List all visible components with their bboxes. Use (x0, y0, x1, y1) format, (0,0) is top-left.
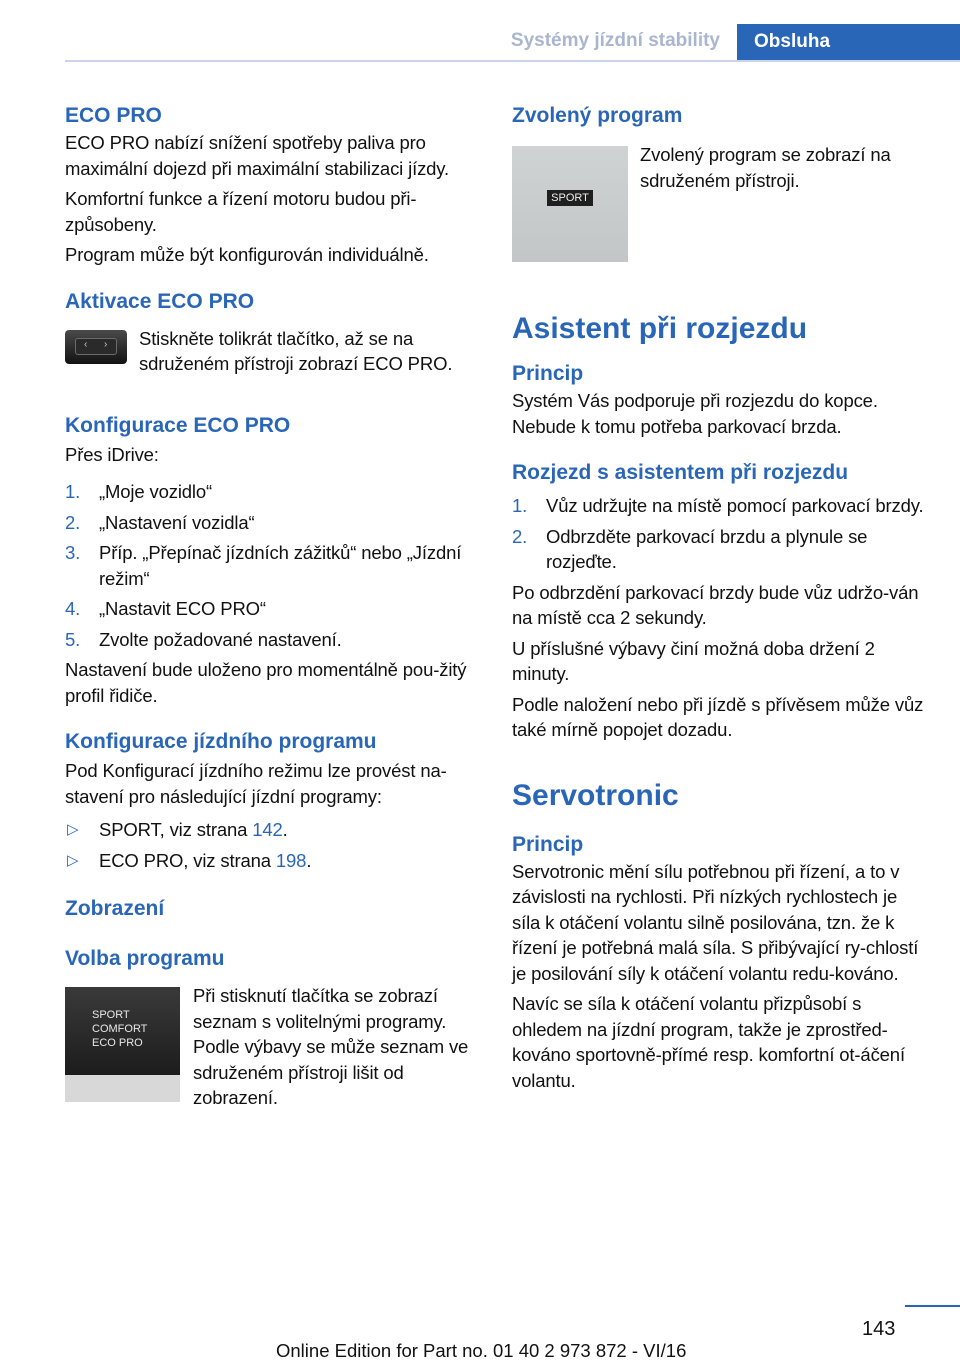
footer-rule (905, 1305, 960, 1307)
list-item: 4. „Nastavit ECO PRO“ (65, 598, 266, 619)
servotronic-paragraph-2: Navíc se síla k otáčení volantu přizpůsobí s ohledem na jízdní program, takže je zprostřed-kováno sportovně-přímé resp. komfortní ot-áčení volantu. (512, 993, 905, 1091)
list-item: 2. Odbrzděte parkovací brzdu a plynule se rozjeďte. (512, 525, 868, 572)
start-assist-principle-text: Systém Vás podporuje při rozjezdu do kopce. Nebude k tomu potřeba parkovací brzda. (512, 390, 878, 437)
configuration-heading: Konfigurace ECO PRO (65, 413, 291, 437)
list-item: ▷ ECO PRO, viz strana 198. (65, 848, 478, 874)
activation-heading: Aktivace ECO PRO (65, 289, 255, 313)
program-choice-block (65, 983, 478, 1116)
edition-note: Online Edition for Part no. 01 40 2 973 872 - VI/16 (276, 1340, 687, 1361)
list-item: 2. „Nastavení vozidla“ (65, 511, 255, 533)
page-link-198[interactable]: 198 (275, 849, 307, 871)
list-item: 3. Příp. „Přepínač jízdních zážitků“ nebo „Jízdní režim“ (65, 542, 462, 589)
eco-pro-button-image (65, 330, 127, 364)
drive-program-text: Pod Konfigurací jízdního režimu lze provést na-stavení pro následující jízdní programy: (65, 760, 447, 807)
eco-pro-paragraph-2: Komfortní funkce a řízení motoru budou při-způsobeny. (65, 188, 417, 235)
selected-program-heading: Zvolený program (512, 104, 683, 127)
configuration-steps (65, 479, 478, 652)
list-item: ▷ SPORT, viz strana 142. (65, 817, 478, 843)
eco-pro-heading: ECO PRO (65, 104, 162, 127)
selected-program-image: SPORT (512, 146, 628, 262)
servotronic-paragraph-1: Servotronic mění sílu potřebnou při řízení, a to v závislosti na rychlosti. Při nízkých rychlostech je síla k otáčení volantu silně posilována, tzn. že k řízení je potřebná malá síla. S přibývající ry-chlostí je posilování síly k otáčení volantu redu-kováno. (512, 860, 919, 984)
running-header-section: Systémy jízdní stability (510, 30, 720, 51)
header-rule (65, 60, 960, 62)
running-header-tab: Obsluha (737, 24, 960, 62)
program-choice-text: Při stisknutí tlačítka se zobrazí seznam s volitelnými programy. Podle výbavy se může seznam ve sdruženém přístroji lišit od zobrazení. (193, 985, 469, 1108)
servotronic-principle-heading: Princip (512, 832, 584, 856)
selected-program-block (512, 142, 928, 262)
list-item: 5. Zvolte požadované nastavení. (65, 628, 342, 650)
start-assist-paragraph-1: Po odbrzdění parkovací brzdy bude vůz udržo-ván na místě cca 2 sekundy. (512, 581, 919, 628)
drive-program-list (65, 817, 478, 873)
configuration-outro: Nastavení bude uloženo pro momentálně pou-žitý profil řidiče. (65, 659, 467, 706)
servotronic-heading: Servotronic (512, 778, 679, 812)
page-link-142[interactable]: 142 (252, 819, 283, 840)
configuration-intro: Přes iDrive: (65, 443, 159, 465)
drive-program-heading: Konfigurace jízdního programu (65, 730, 377, 753)
program-choice-heading: Volba programu (65, 947, 225, 970)
activation-text: Stiskněte tolikrát tlačítko, až se na sdruženém přístroji zobrazí ECO PRO. (139, 327, 453, 374)
list-item: 1. Vůz udržujte na místě pomocí parkovací brzdy. (512, 495, 924, 516)
list-item: 1. „Moje vozidlo“ (65, 481, 213, 502)
start-assist-usage-heading: Rozjezd s asistentem při rozjezdu (512, 461, 849, 484)
rocker-switch-icon: ‹ › (75, 338, 117, 355)
left-column (65, 102, 478, 1116)
start-assist-paragraph-3: Podle naložení nebo při jízdě s přívěsem může vůz také mírně popojet dozadu. (512, 693, 924, 740)
display-heading: Zobrazení (65, 897, 165, 920)
selected-program-text: Zvolený program se zobrazí na sdruženém přístroji. (640, 144, 891, 191)
page-number: 143 (862, 1318, 896, 1340)
eco-pro-paragraph-3: Program může být konfigurován individuálně. (65, 244, 429, 265)
start-assist-paragraph-2: U příslušné výbavy činí možná doba držení 2 minuty. (512, 637, 875, 684)
program-menu-image: SPORT COMFORT ECO PRO (65, 987, 180, 1102)
activation-block (65, 326, 478, 382)
triangle-bullet-icon: ▷ (67, 821, 79, 838)
eco-pro-paragraph-1: ECO PRO nabízí snížení spotřeby paliva pro maximální dojezd při maximální stabilizaci jízdy. (65, 132, 450, 179)
start-assist-steps (512, 493, 928, 575)
start-assist-principle-heading: Princip (512, 362, 584, 385)
triangle-bullet-icon: ▷ (67, 851, 79, 869)
right-column (512, 102, 928, 1098)
start-assist-heading: Asistent při rozjezdu (512, 312, 808, 345)
